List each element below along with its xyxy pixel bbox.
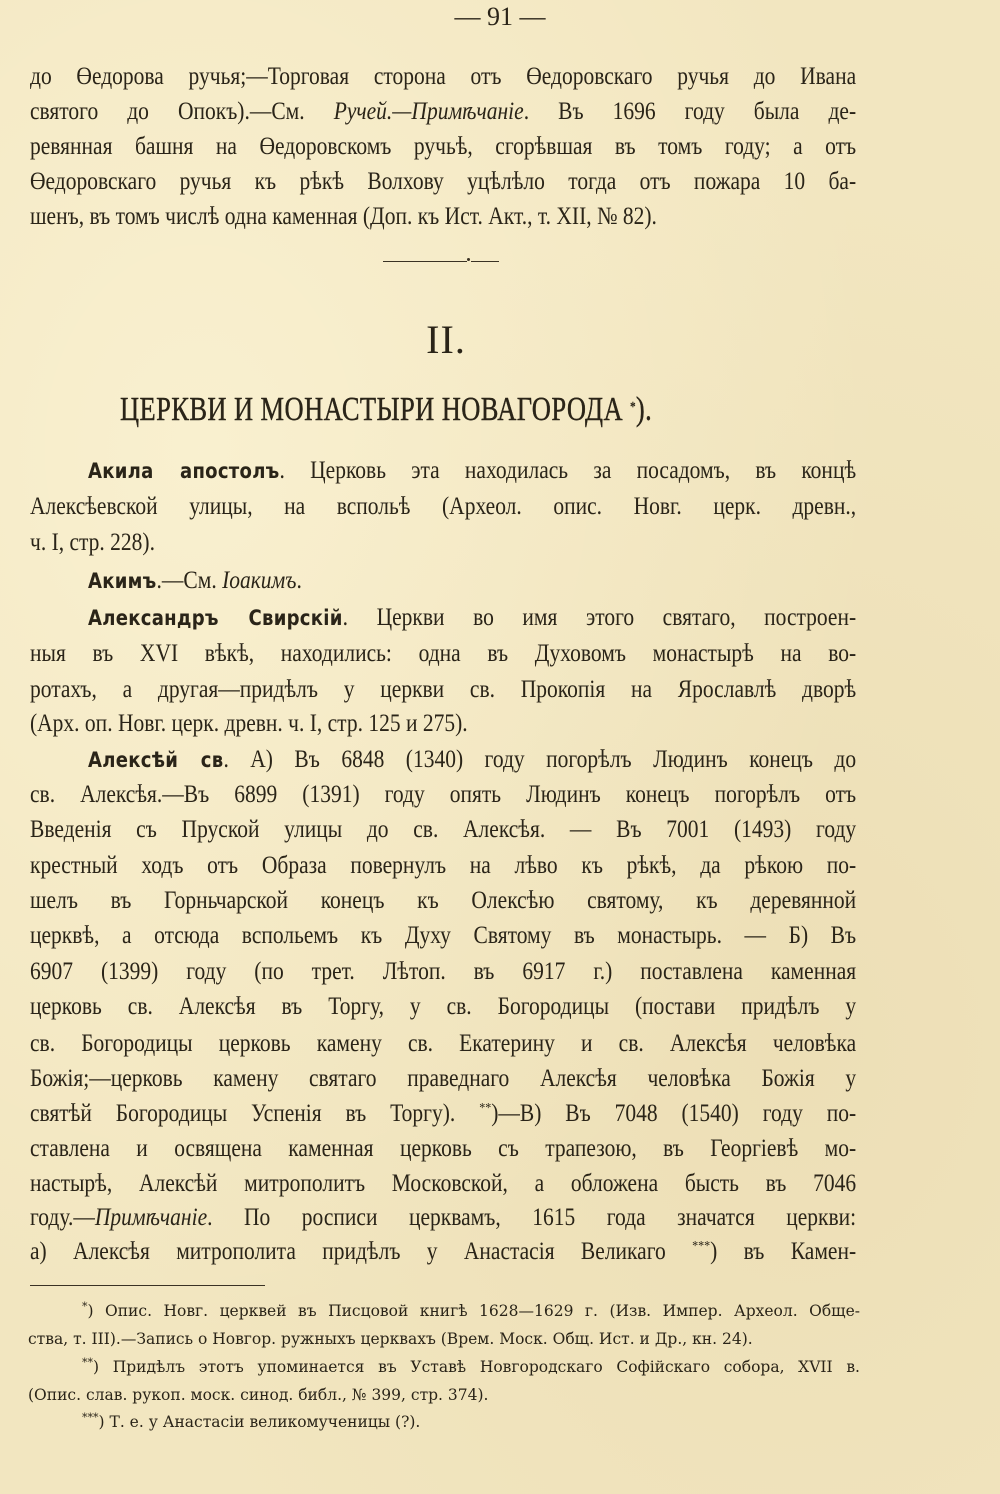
intro-line: шенъ, въ томъ числѣ одна каменная (Доп. къ Ист. Акт., т. XII, № 82).	[30, 203, 657, 230]
intro-line: до Өедорова ручья;—Торговая сторона отъ Өедоровскаго ручья до Ивана	[30, 63, 857, 90]
entry-headword: Акила апостолъ	[88, 459, 280, 483]
entry-aleksei-line: году.—Примѣчаніе. По росписи церквамъ, 1615 года значатся церкви:	[30, 1204, 857, 1231]
footnote-line: ***) Т. е. у Анастасіи великомученицы (?).	[82, 1411, 421, 1431]
footnote-marker[interactable]: *	[630, 400, 636, 415]
footnote-marker[interactable]: **	[479, 1101, 492, 1116]
footnote-line: (Опис. слав. рукоп. моск. синод. библ., № 399, стр. 374).	[28, 1386, 489, 1404]
entry-akila-line: ч. I, стр. 228).	[30, 529, 155, 556]
entry-aleksei-line: шелъ въ Горньчарской конецъ къ Олексѣю святому, къ деревянной	[30, 887, 857, 914]
entry-aleksei-line: св. Алексѣя.—Въ 6899 (1391) году опять Людинъ конецъ погорѣлъ отъ	[30, 781, 857, 808]
footnote-line: *) Опис. Новг. церквей въ Писцовой книгѣ 1628—1629 г. (Изв. Импер. Археол. Обще-	[82, 1300, 860, 1320]
entry-aleksei-line: святѣй Богородицы Успенія въ Торгу). **)—В) Въ 7048 (1540) году по-	[30, 1100, 857, 1127]
footnote-rule	[30, 1285, 265, 1286]
entry-akila-line: Акила апостолъ. Церковь эта находилась за посадомъ, въ концѣ	[88, 457, 857, 484]
separator-dot	[467, 258, 470, 261]
cross-reference[interactable]: Іоакимъ	[222, 567, 297, 594]
footnote-marker[interactable]: ***	[692, 1239, 711, 1254]
entry-akim-line: Акимъ.—См. Іоакимъ.	[88, 567, 302, 594]
footnote-line: ства, т. ІІІ).—Запись о Новгор. ружныхъ церквахъ (Врем. Моск. Общ. Ист. и Др., кн. 24).	[28, 1330, 753, 1348]
footnote-line: **) Придѣлъ этотъ упоминается въ Уставѣ Новгородскаго Софійскаго собора, XVII в.	[82, 1356, 860, 1376]
entry-headword: Акимъ	[88, 569, 157, 593]
footnote-mark: **	[82, 1356, 93, 1369]
entry-aleksei-line: Алексѣй св. А) Въ 6848 (1340) году погорѣлъ Людинъ конецъ до	[88, 746, 857, 773]
entry-aleksei-line: Божія;—церковь камену святаго праведнаго Алексѣя человѣка Божія у	[30, 1065, 857, 1092]
entry-aleksei-line: церковь св. Алексѣя въ Торгу, у св. Богородицы (постави придѣлъ у	[30, 993, 857, 1020]
cross-reference[interactable]: Примѣчаніе	[94, 1204, 208, 1231]
section-title: ЦЕРКВИ И МОНАСТЫРИ НОВАГОРОДА *).	[120, 391, 653, 428]
section-numeral: II.	[426, 317, 466, 362]
entry-aleksandr-line: (Арх. оп. Новг. церк. древн. ч. I, стр. 125 и 275).	[30, 710, 468, 737]
entry-aleksei-line: церквѣ, а отсюда вспольемъ къ Духу Святому въ монастырь. — Б) Въ	[30, 922, 857, 949]
entry-aleksei-line: Введенія съ Пруской улицы до св. Алексѣя. — Въ 7001 (1493) году	[30, 816, 857, 843]
entry-aleksandr-line: ротахъ, а другая—придѣлъ у церкви св. Прокопія на Ярославлѣ дворѣ	[30, 676, 857, 703]
intro-line: Өедоровскаго ручья къ рѣкѣ Волхову уцѣлѣло тогда отъ пожара 10 ба-	[30, 168, 857, 195]
entry-aleksei-line: св. Богородицы церковь камену св. Екатерину и св. Алексѣя человѣка	[30, 1030, 857, 1057]
entry-aleksandr-line: ныя въ XVI вѣкѣ, находились: одна въ Духовомъ монастырѣ на во-	[30, 640, 857, 667]
entry-headword: Алексѣй св	[88, 748, 224, 772]
entry-akila-line: Алексѣевской улицы, на вспольѣ (Археол. опис. Новг. церк. древн.,	[30, 493, 857, 520]
intro-line: святого до Опокъ).—См. Ручей.—Примѣчаніе. Въ 1696 году была де-	[30, 98, 857, 125]
cross-reference[interactable]: Ручей.—Примѣчаніе	[333, 98, 524, 125]
entry-aleksandr-line: Александръ Свирскій. Церкви во имя этого святаго, построен-	[88, 604, 857, 631]
entry-aleksei-line: крестный ходъ отъ Образа повернулъ на лѣво къ рѣкѣ, да рѣкою по-	[30, 852, 857, 879]
entry-aleksei-line: настырѣ, Алексѣй митрополитъ Московской, а обложена бысть въ 7046	[30, 1170, 857, 1197]
separator-rule	[471, 261, 499, 262]
entry-aleksei-line: ставлена и освящена каменная церковь съ трапезою, въ Георгіевѣ мо-	[30, 1135, 857, 1162]
footnote-mark: ***	[82, 1411, 99, 1424]
footnote-mark: *	[82, 1300, 88, 1313]
intro-line: ревянная башня на Өедоровскомъ ручьѣ, сгорѣвшая въ томъ году; а отъ	[30, 133, 857, 160]
entry-aleksei-line: а) Алексѣя митрополита придѣлъ у Анастасія Великаго ***) въ Камен-	[30, 1238, 857, 1265]
entry-aleksei-line: 6907 (1399) году (по трет. Лѣтоп. въ 6917 г.) поставлена каменная	[30, 958, 857, 985]
separator-rule	[383, 261, 467, 262]
page-number: — 91 —	[454, 2, 546, 31]
entry-headword: Александръ Свирскій	[88, 606, 343, 630]
